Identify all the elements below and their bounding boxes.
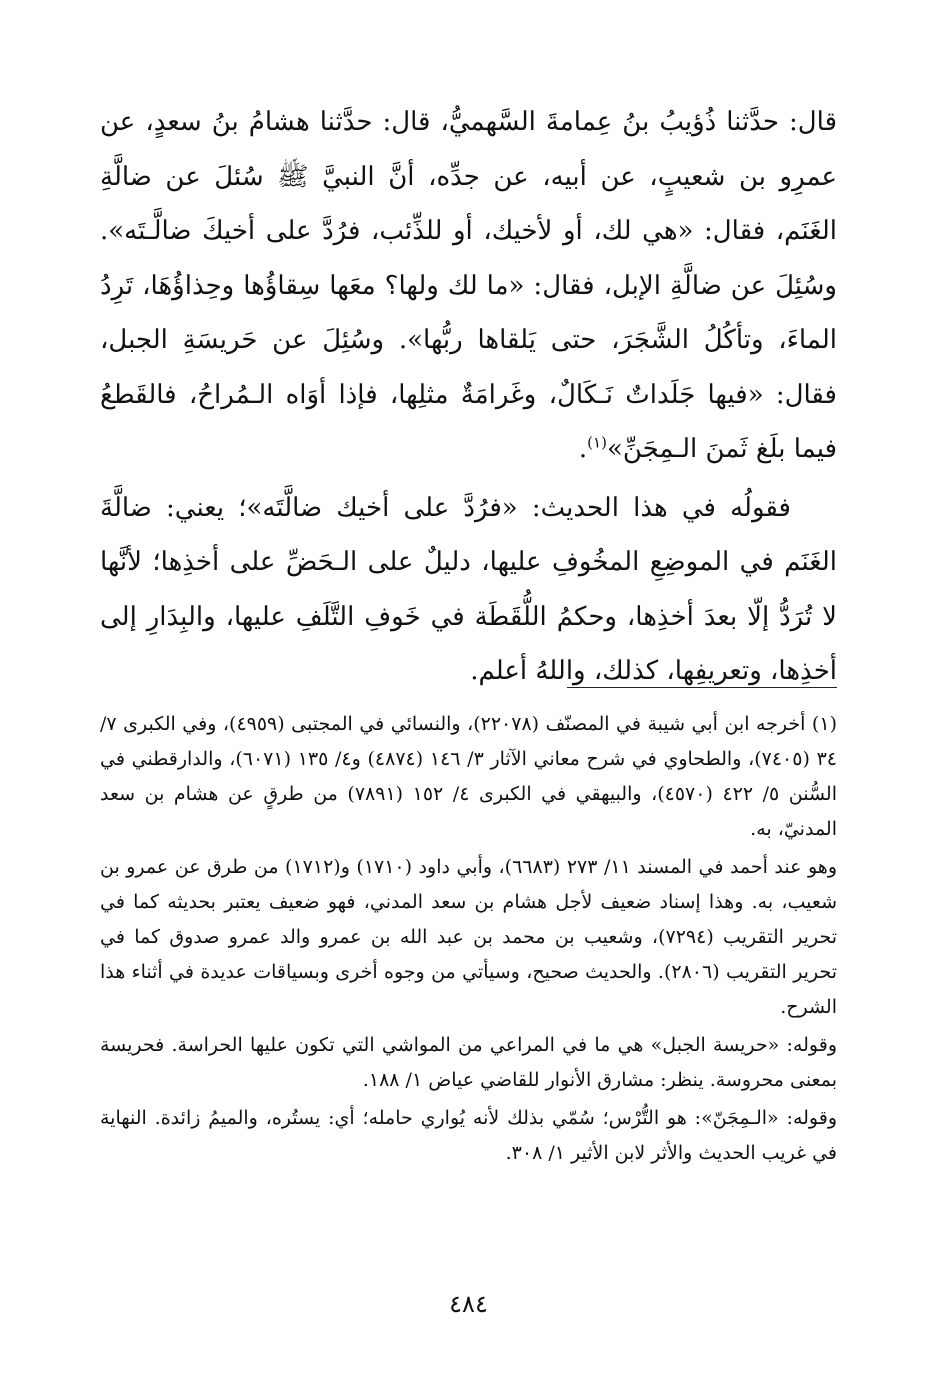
footnote-reference[interactable]: (١) bbox=[587, 433, 607, 452]
commentary-paragraph: فقولُه في هذا الحديث: «فرُدَّ على أخيك ضالَّتَه»؛ يعني: ضالَّةَ الغَنَم في الموضِعِ المخُوفِ عليها، دليلٌ على الـحَضِّ على أخذِها؛ لأنَّها لا تُرَدُّ إلّا بعدَ أخذِها، وحكمُ اللُّقَطَة في خَوفِ التَّلَفِ عليها، والبِدَارِ إلى أخذِها، وتعريفِها، كذلك، واللهُ أعلم. bbox=[100, 492, 837, 686]
footnote-1-note-hariisa: وقوله: «حريسة الجبل» هي ما في المراعي من المواشي التي تكون عليها الحراسة. فحريسة بمعنى محروسة. ينظر: مشارق الأنوار للقاضي عياض ١/ ١٨٨. bbox=[100, 1034, 837, 1091]
hadith-end-punctuation: . bbox=[578, 434, 588, 464]
footnote-1-note-mijann: وقوله: «الـمِجَنّ»: هو التُّرْس؛ سُمّي بذلك لأنه يُواري حامله؛ أي: يستُره، والميمُ زائدة. النهاية في غريب الحديث والأثر لابن الأثير ١/ ٣٠٨. bbox=[100, 1107, 837, 1164]
footnotes-section bbox=[100, 707, 837, 1174]
page-number: ٤٨٤ bbox=[449, 1290, 488, 1318]
book-page bbox=[100, 95, 837, 1345]
hadith-text: قال: حدَّثنا ذُؤيبُ بنُ عِمامةَ السَّهميُّ، قال: حدَّثنا هشامُ بنُ سعدٍ، عن عمرِو بن شعيبٍ، عن أبيه، عن جدِّه، أنَّ النبيَّ ﷺ سُئلَ عن ضالَّةِ الغَنَم، فقال: «هي لك، أو لأخيك، أو للذِّئب، فرُدَّ على أخيكَ ضالَّـتَه». وسُئِلَ عن ضالَّةِ الإبل، فقال: «ما لك ولها؟ معَها سِقاؤُها وحِذاؤُهَا، تَرِدُ الماءَ، وتأكُلُ الشَّجَرَ، حتى يَلقاها ربُّها». وسُئِلَ عن حَريسَةِ الجبل، فقال: «فيها جَلَداتٌ نَـكَالٌ، وغَرامَةٌ مثلِها، فإذا أوَاه الـمُراحُ، فالقَطعُ فيما بلَغ ثَمنَ الـمِجَنِّ» bbox=[100, 107, 837, 464]
footnote-divider bbox=[567, 687, 837, 688]
footnote-1-continuation: وهو عند أحمد في المسند ١١/ ٢٧٣ (٦٦٨٣)، وأبي داود (١٧١٠) و(١٧١٢) من طرق عن عمرو بن شعيب، به. وهذا إسناد ضعيف لأجل هشام بن سعد المدني، فهو ضعيف يعتبر بحديثه كما في تحرير التقريب (٧٢٩٤)، وشعيب بن محمد بن عبد الله بن عمرو والد عمرو صدوق كما في تحرير التقريب (٢٨٠٦). والحديث صحيح، وسيأتي من وجوه أخرى وبسياقات عديدة في أثناء هذا الشرح. bbox=[100, 856, 838, 1018]
footnote-1: (١) أخرجه ابن أبي شيبة في المصنّف (٢٢٠٧٨)، والنسائي في المجتبى (٤٩٥٩)، وفي الكبرى ٧/ ٣٤ (٧٤٠٥)، والطحاوي في شرح معاني الآثار ٣/ ١٤٦ (٤٨٧٤) و٤/ ١٣٥ (٦٠٧١)، والدارقطني في السُّنن ٥/ ٤٢٢ (٤٥٧٠)، والبيهقي في الكبرى ٤/ ١٥٢ (٧٨٩١) من طرقٍ عن هشام بن سعد المدنيّ، به. bbox=[100, 713, 837, 840]
hadith-paragraph bbox=[100, 95, 837, 477]
